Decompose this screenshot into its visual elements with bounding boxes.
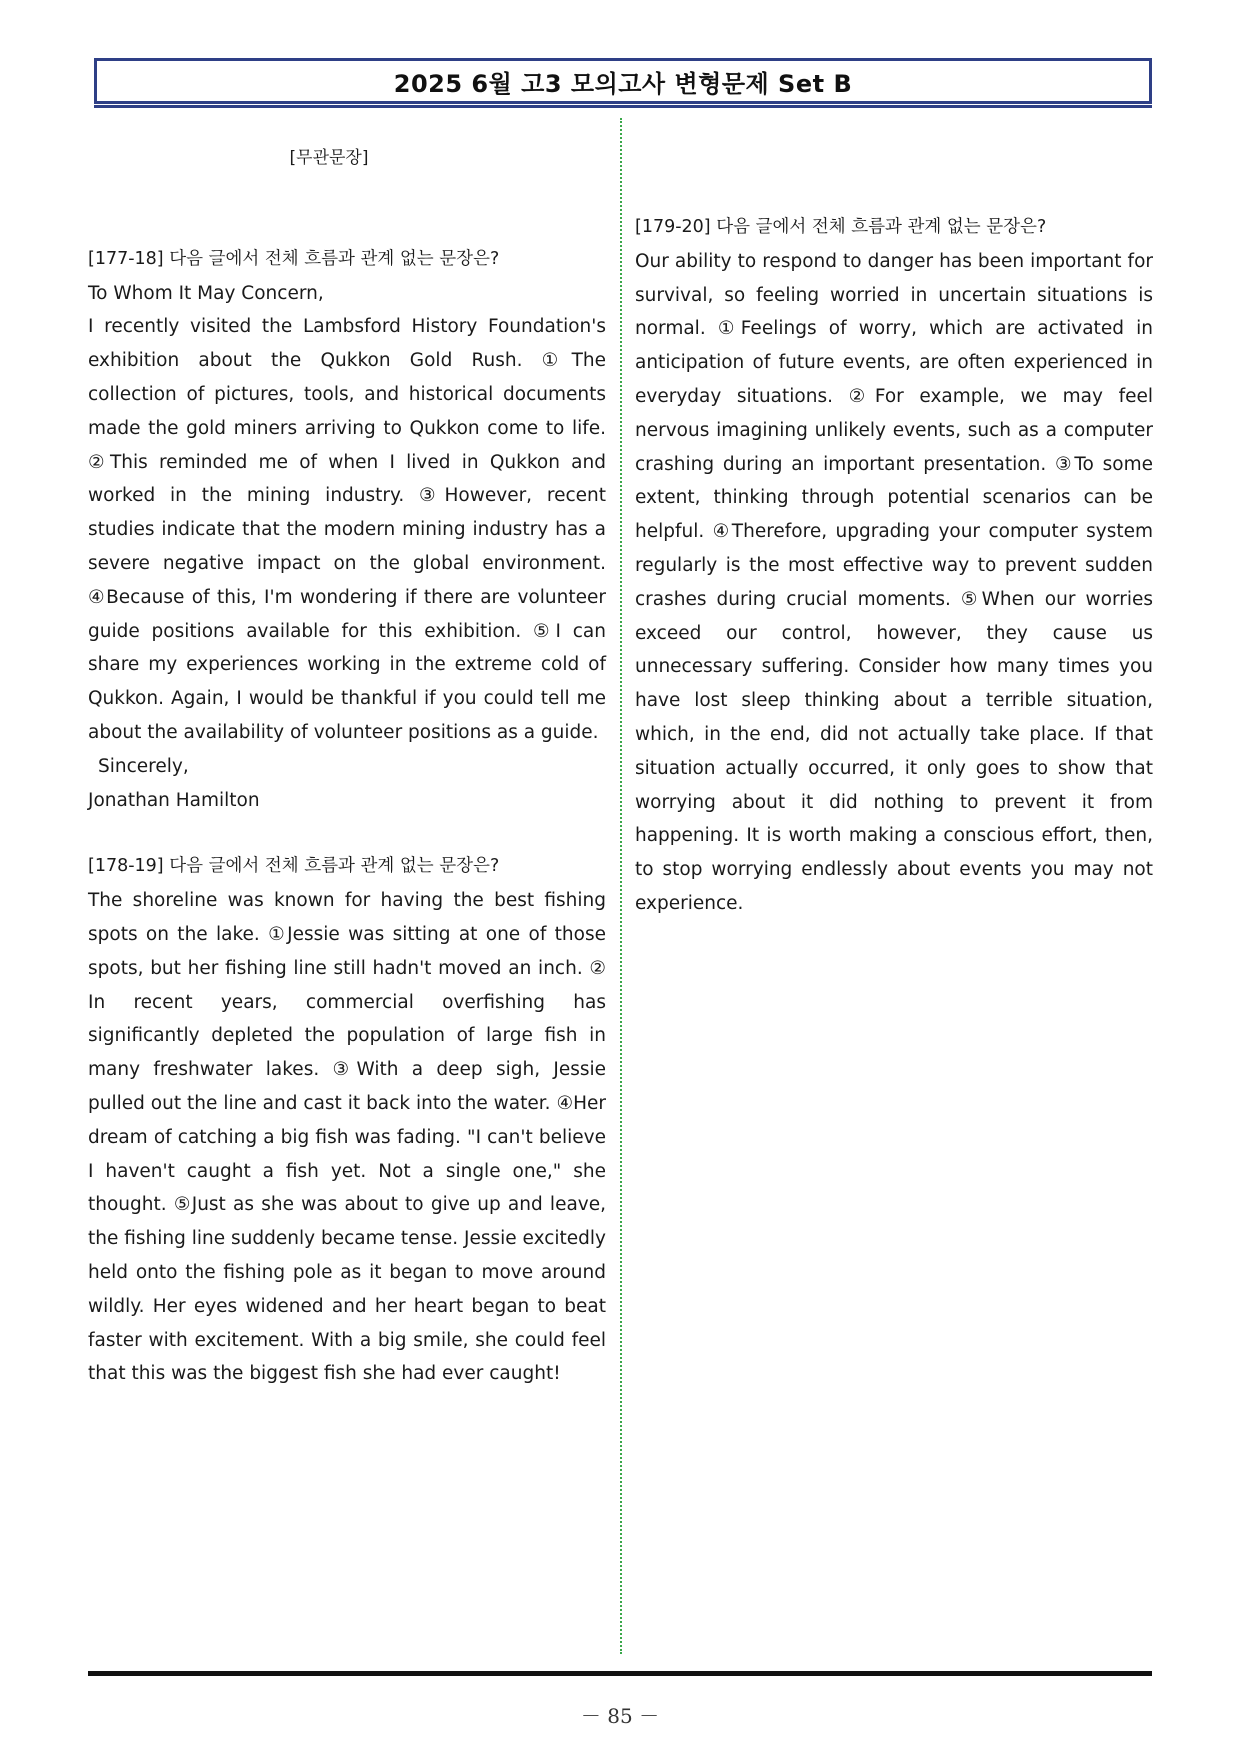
question-passage-179-20: Our ability to respond to danger has been important for survival, so feeling worried in uncertain situations is normal. ①Feelings of worry, which are activated in anticipation of future events, are often experienced in everyday situations. ②For example, we may feel nervous imagining unlikely events, such as a computer crashing during an important presentation. ③To some extent, thinking through potential scenarios can be helpful. ④Therefore, upgrading your computer system regularly is the most effective way to prevent sudden crashes during crucial moments. ⑤When our worries exceed our control, however, they cause us unnecessary suffering. Consider how many times you have lost sleep thinking about a terrible situation, which, in the end, did not actually take place. If that situation actually occurred, it only goes to show that worrying about it did nothing to prevent it from happening. It is worth making a conscious effort, then, to stop worrying endlessly about events you may not experience. xyxy=(635,250,1153,914)
letter-salutation: To Whom It May Concern, xyxy=(88,282,324,304)
page-header xyxy=(94,58,1152,104)
right-column xyxy=(635,211,1153,921)
column-divider xyxy=(620,118,622,1654)
left-column xyxy=(88,130,606,1391)
section-label: [무관문장] xyxy=(289,148,369,168)
footer-rule xyxy=(88,1671,1152,1676)
page-title: 2025 6월 고3 모의고사 변형문제 Set B xyxy=(393,69,853,98)
question-heading-177-18: [177-18] 다음 글에서 전체 흐름과 관계 없는 문장은? xyxy=(88,248,500,269)
question-passage-177-18: I recently visited the Lambsford History Foundation's exhibition about the Qukkon Gold Rush. ①The collection of pictures, tools, and historical documents made the gold miners arriving to Qukkon come to life. ②This reminded me of when I lived in Qukkon and worked in the mining industry. ③However, recent studies indicate that the modern mining industry has a severe negative impact on the global environment. ④Because of this, I'm wondering if there are volunteer guide positions available for this exhibition. ⑤I can share my experiences working in the extreme cold of Qukkon. Again, I would be thankful if you could tell me about the availability of volunteer positions as a guide. xyxy=(88,316,606,743)
letter-signature: Jonathan Hamilton xyxy=(88,789,260,811)
question-heading-179-20: [179-20] 다음 글에서 전체 흐름과 관계 없는 문장은? xyxy=(635,217,1047,237)
page-number: － 85 － xyxy=(580,1704,660,1728)
question-passage-178-19: The shoreline was known for having the best fishing spots on the lake. ①Jessie was sitting at one of those spots, but her fishing line still hadn't moved an inch. ② In recent years, commercial overfishing has significantly depleted the population of large fish in many freshwater lakes. ③With a deep sigh, Jessie pulled out the line and cast it back into the water. ④Her dream of catching a big fish was fading. "I can't believe I haven't caught a fish yet. Not a single one," she thought. ⑤Just as she was about to give up and leave, the fishing line suddenly became tense. Jessie excitedly held onto the fishing pole as it began to move around wildly. Her eyes widened and her heart began to beat faster with excitement. With a big smile, she could feel that this was the biggest fish she had ever caught! xyxy=(88,890,606,1385)
question-heading-178-19: [178-19] 다음 글에서 전체 흐름과 관계 없는 문장은? xyxy=(88,856,500,877)
letter-closing: Sincerely, xyxy=(98,755,189,777)
